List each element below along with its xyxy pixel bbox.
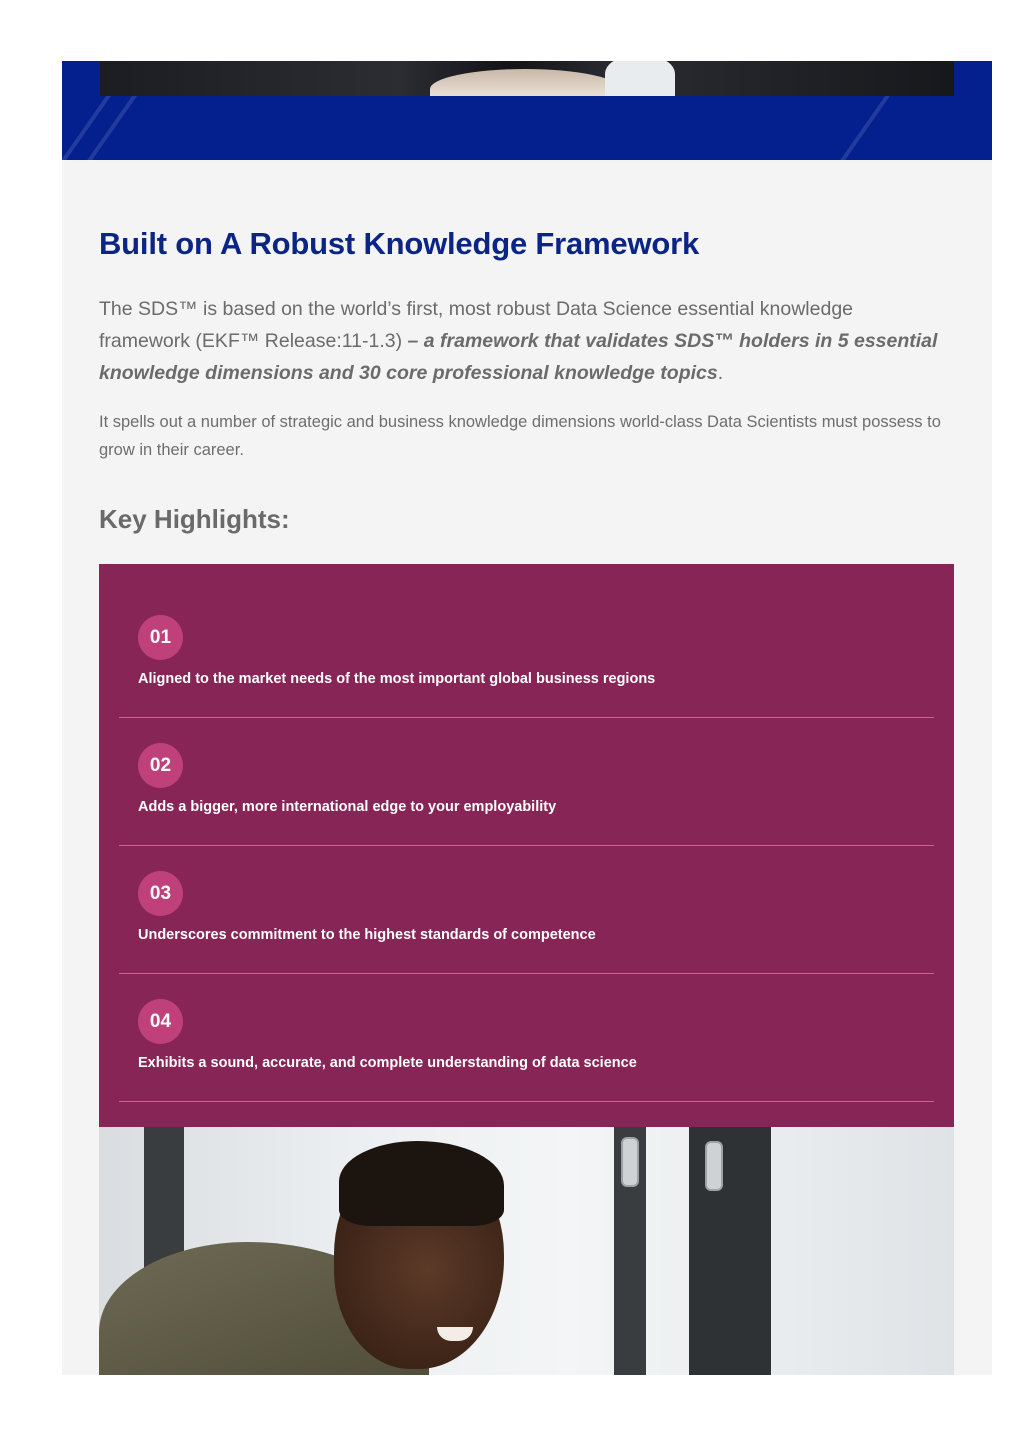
highlight-number-badge: 03 (138, 871, 183, 916)
highlight-text: Aligned to the market needs of the most important global business regions (138, 671, 656, 687)
hero-photo-sleeve (605, 61, 675, 96)
highlight-item (119, 717, 934, 846)
door-handle (621, 1137, 639, 1187)
highlight-text: Exhibits a sound, accurate, and complete understanding of data science (138, 1055, 637, 1071)
hero-banner (62, 61, 992, 160)
smiling-professional-photo (99, 1127, 954, 1375)
intro-emphasis: – a framework that validates SDS™ holders in 5 essential knowledge dimensions and 30 core professional knowledge topics (99, 330, 938, 384)
intro-end: . (717, 362, 724, 384)
highlight-text: Underscores commitment to the highest standards of competence (138, 927, 596, 943)
highlight-item (119, 589, 934, 718)
highlight-item (119, 845, 934, 974)
window-frame (689, 1127, 771, 1375)
key-highlights-title: Key Highlights: (99, 504, 290, 534)
framework-description: It spells out a number of strategic and business knowledge dimensions world-class Data Scientists must possess to grow in their career. (99, 413, 941, 459)
highlight-number-badge: 01 (138, 615, 183, 660)
highlight-text: Adds a bigger, more international edge to your employability (138, 799, 557, 815)
key-highlights-box (99, 564, 954, 1127)
hero-photo-hand (430, 69, 620, 96)
framework-intro (99, 293, 949, 389)
intro-text: The SDS™ is based on the world’s first, most robust Data Science essential knowledge framework (EKF™ Release:11-1.3) (99, 298, 854, 352)
highlight-number-badge: 02 (138, 743, 183, 788)
person-hair (339, 1141, 504, 1226)
door-handle (705, 1141, 723, 1191)
hero-photo (100, 61, 954, 96)
section-title: Built on A Robust Knowledge Framework (99, 226, 699, 261)
highlight-item (119, 973, 934, 1102)
highlight-number-badge: 04 (138, 999, 183, 1044)
